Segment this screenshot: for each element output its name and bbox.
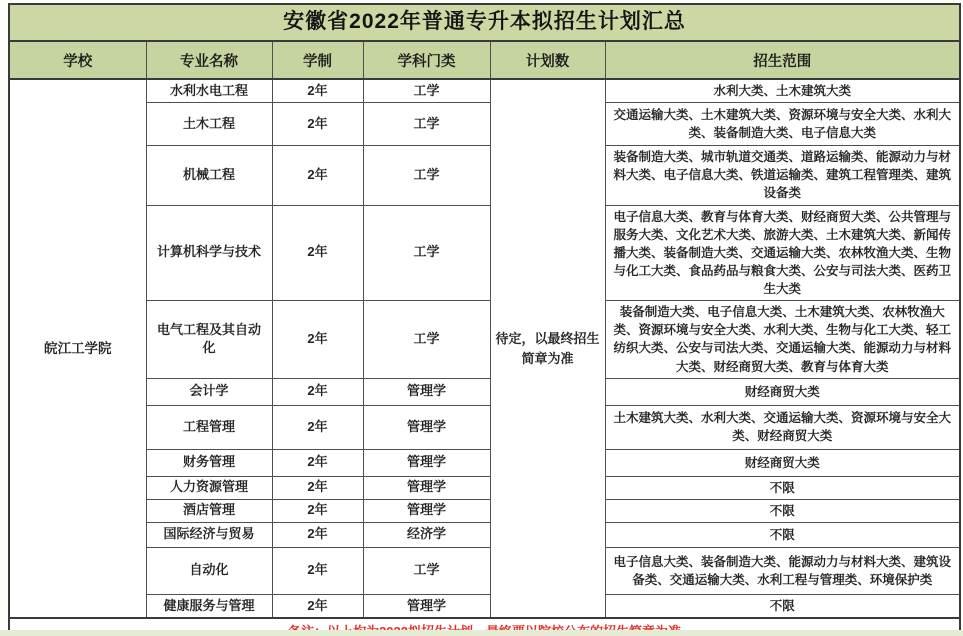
table-row: [9, 378, 960, 405]
scope-cell: 不限: [605, 522, 960, 547]
duration-cell: 2年: [272, 449, 363, 476]
major-cell: 自动化: [146, 547, 272, 594]
header-row: [9, 41, 960, 79]
duration-cell: 2年: [272, 499, 363, 522]
category-cell: 管理学: [363, 405, 490, 449]
table-row: [9, 405, 960, 449]
column-header-scope: 招生范围: [605, 41, 960, 79]
table-row: [9, 79, 960, 103]
major-cell: 人力资源管理: [146, 476, 272, 499]
major-cell: 计算机科学与技术: [146, 205, 272, 301]
duration-cell: 2年: [272, 522, 363, 547]
duration-cell: 2年: [272, 405, 363, 449]
duration-cell: 2年: [272, 79, 363, 103]
school-cell: 皖江工学院: [9, 79, 146, 618]
duration-cell: 2年: [272, 594, 363, 618]
scope-cell: 财经商贸大类: [605, 449, 960, 476]
table-row: [9, 522, 960, 547]
duration-cell: 2年: [272, 378, 363, 405]
category-cell: 管理学: [363, 449, 490, 476]
plan-count-cell: 待定，以最终招生简章为准: [490, 79, 605, 618]
duration-cell: 2年: [272, 146, 363, 205]
major-cell: 工程管理: [146, 405, 272, 449]
scope-cell: 装备制造大类、电子信息大类、土木建筑大类、农林牧渔大类、资源环境与安全大类、水利大类、生物与化工大类、轻工纺织大类、公安与司法大类、交通运输大类、能源动力与材料大类、财经商贸大类、教育与体育大类: [605, 301, 960, 379]
table-row: [9, 301, 960, 379]
major-cell: 土木工程: [146, 103, 272, 146]
table-row: [9, 499, 960, 522]
scope-cell: 电子信息大类、教育与体育大类、财经商贸大类、公共管理与服务大类、文化艺术大类、旅游大类、土木建筑大类、新闻传播大类、装备制造大类、交通运输大类、农林牧渔大类、生物与化工大类、食品药品与粮食大类、公安与司法大类、医药卫生大类: [605, 205, 960, 301]
major-cell: 国际经济与贸易: [146, 522, 272, 547]
column-header-duration: 学制: [272, 41, 363, 79]
admission-plan-table: [8, 3, 961, 636]
scope-cell: 不限: [605, 594, 960, 618]
major-cell: 电气工程及其自动化: [146, 301, 272, 379]
scope-cell: 财经商贸大类: [605, 378, 960, 405]
category-cell: 工学: [363, 547, 490, 594]
duration-cell: 2年: [272, 205, 363, 301]
bottom-strip: [0, 630, 963, 636]
title-row: [9, 4, 960, 41]
scope-cell: 电子信息大类、装备制造大类、能源动力与材料大类、建筑设备类、交通运输大类、水利工程与管理类、环境保护类: [605, 547, 960, 594]
scope-cell: 交通运输大类、土木建筑大类、资源环境与安全大类、水利大类、装备制造大类、电子信息大类: [605, 103, 960, 146]
category-cell: 管理学: [363, 594, 490, 618]
column-header-category: 学科门类: [363, 41, 490, 79]
table-row: [9, 594, 960, 618]
category-cell: 管理学: [363, 476, 490, 499]
scope-cell: 水利大类、土木建筑大类: [605, 79, 960, 103]
major-cell: 财务管理: [146, 449, 272, 476]
category-cell: 工学: [363, 146, 490, 205]
duration-cell: 2年: [272, 301, 363, 379]
major-cell: 水利水电工程: [146, 79, 272, 103]
scope-cell: 装备制造大类、城市轨道交通类、道路运输类、能源动力与材料大类、电子信息大类、铁道运输类、建筑工程管理类、建筑设备类: [605, 146, 960, 205]
table-row: [9, 103, 960, 146]
category-cell: 经济学: [363, 522, 490, 547]
major-cell: 会计学: [146, 378, 272, 405]
major-cell: 酒店管理: [146, 499, 272, 522]
category-cell: 管理学: [363, 378, 490, 405]
category-cell: 工学: [363, 103, 490, 146]
duration-cell: 2年: [272, 103, 363, 146]
column-header-plan: 计划数: [490, 41, 605, 79]
category-cell: 工学: [363, 79, 490, 103]
category-cell: 管理学: [363, 499, 490, 522]
column-header-school: 学校: [9, 41, 146, 79]
major-cell: 机械工程: [146, 146, 272, 205]
category-cell: 工学: [363, 301, 490, 379]
table-row: [9, 449, 960, 476]
duration-cell: 2年: [272, 476, 363, 499]
scope-cell: 不限: [605, 499, 960, 522]
column-header-major: 专业名称: [146, 41, 272, 79]
scope-cell: 土木建筑大类、水利大类、交通运输大类、资源环境与安全大类、财经商贸大类: [605, 405, 960, 449]
scope-cell: 不限: [605, 476, 960, 499]
table-row: [9, 547, 960, 594]
major-cell: 健康服务与管理: [146, 594, 272, 618]
table-row: [9, 146, 960, 205]
table-row: [9, 205, 960, 301]
table-row: [9, 476, 960, 499]
category-cell: 工学: [363, 205, 490, 301]
page-title: 安徽省2022年普通专升本拟招生计划汇总: [9, 4, 960, 41]
duration-cell: 2年: [272, 547, 363, 594]
